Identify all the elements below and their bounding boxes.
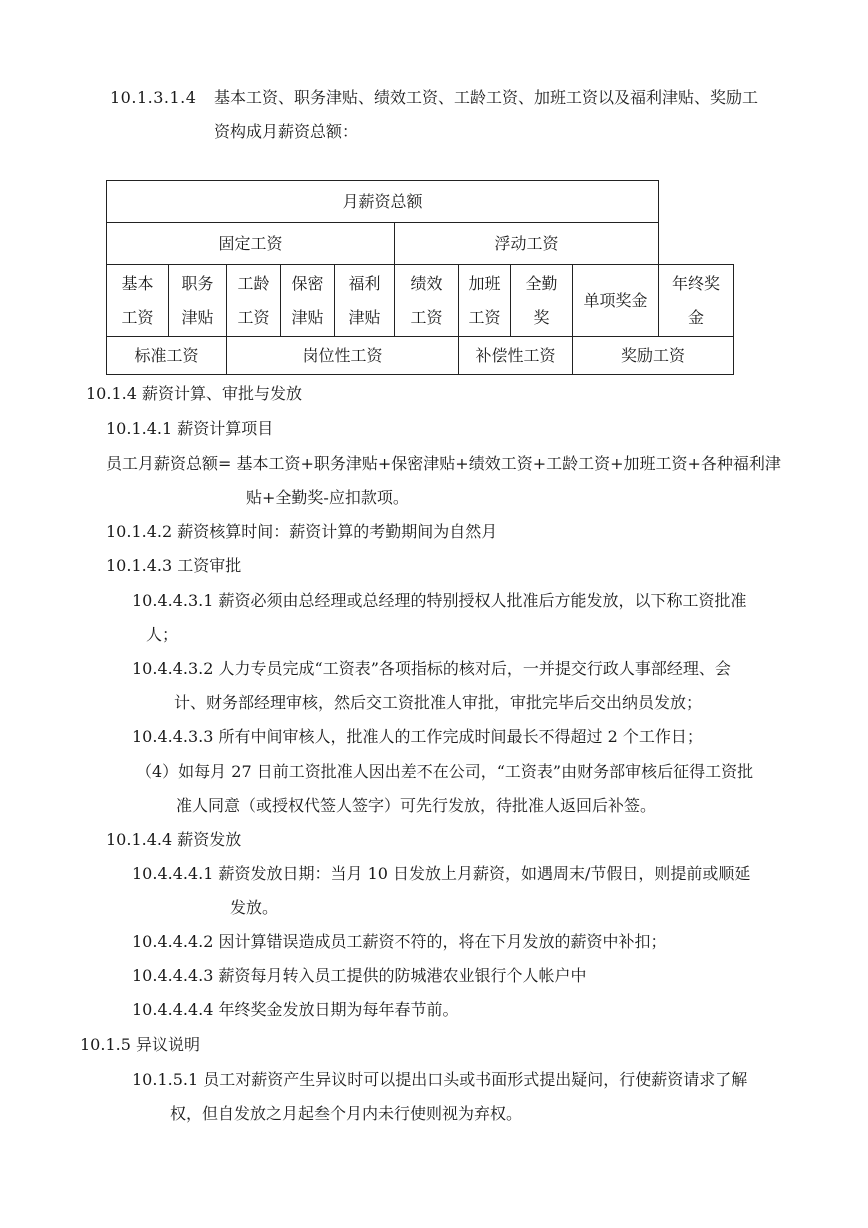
item-cell: 单项奖金 <box>573 265 659 337</box>
item-10-4-4-3-1-cont: 人； <box>146 625 179 644</box>
heading-10-1-4: 10.1.4 薪资计算、审批与发放 <box>86 384 302 403</box>
heading-10-1-4-1: 10.1.4.1 薪资计算项目 <box>106 419 274 438</box>
item-4-cont: 准人同意（或授权代签人签字）可先行发放，待批准人返回后补签。 <box>176 796 657 815</box>
item-10-4-4-4-2: 10.4.4.4.2 因计算错误造成员工薪资不符的，将在下月发放的薪资中补扣； <box>132 932 667 951</box>
item-4: （4）如每月 27 日前工资批准人因出差不在公司，“工资表”由财务部审核后征得工资批 <box>136 762 754 781</box>
heading-10-1-4-4: 10.1.4.4 薪资发放 <box>106 830 242 849</box>
item-10-4-4-3-2-cont: 计、财务部经理审核，然后交工资批准人审批，审批完毕后交出纳员发放； <box>174 693 703 712</box>
fixed-salary-header: 固定工资 <box>107 223 395 265</box>
floating-salary-header: 浮动工资 <box>395 223 659 265</box>
item-10-4-4-4-1-cont: 发放。 <box>230 898 279 917</box>
item-cell: 福利 津贴 <box>335 265 395 337</box>
item-cell: 全勤 奖 <box>511 265 573 337</box>
item-cell: 加班 工资 <box>459 265 511 337</box>
category-cell: 岗位性工资 <box>227 337 459 375</box>
table-title-cell: 月薪资总额 <box>107 181 659 223</box>
item-cell: 绩效 工资 <box>395 265 459 337</box>
item-cell: 职务 津贴 <box>169 265 227 337</box>
section-number: 10.1.3.1.4 <box>110 88 197 107</box>
heading-10-1-4-3: 10.1.4.3 工资审批 <box>106 556 242 575</box>
salary-structure-table <box>106 180 734 375</box>
item-10-4-4-4-1: 10.4.4.4.1 薪资发放日期：当月 10 日发放上月薪资，如遇周末/节假日，则提前或顺延 <box>132 864 751 883</box>
item-10-1-5-1-cont: 权，但自发放之月起叁个月内未行使则视为弃权。 <box>170 1104 523 1123</box>
category-cell: 奖励工资 <box>573 337 734 375</box>
item-cell: 工龄 工资 <box>227 265 281 337</box>
intro-line-1: 基本工资、职务津贴、绩效工资、工龄工资、加班工资以及福利津贴、奖励工 <box>214 88 759 107</box>
item-cell: 保密 津贴 <box>281 265 335 337</box>
item-10-4-4-4-4: 10.4.4.4.4 年终奖金发放日期为每年春节前。 <box>132 1000 459 1019</box>
item-10-4-4-3-2: 10.4.4.3.2 人力专员完成“工资表”各项指标的核对后，一并提交行政人事部经理、会 <box>132 659 731 678</box>
intro-line-2: 资构成月薪资总额： <box>214 122 359 141</box>
formula-line-1: 员工月薪资总额= 基本工资+职务津贴+保密津贴+绩效工资+工龄工资+加班工资+各种福利津 <box>106 454 781 473</box>
item-cell: 基本 工资 <box>107 265 169 337</box>
category-cell: 补偿性工资 <box>459 337 573 375</box>
heading-10-1-4-2: 10.1.4.2 薪资核算时间：薪资计算的考勤期间为自然月 <box>106 522 498 541</box>
item-10-1-5-1: 10.1.5.1 员工对薪资产生异议时可以提出口头或书面形式提出疑问，行使薪资请求了解 <box>132 1070 748 1089</box>
item-10-4-4-3-3: 10.4.4.3.3 所有中间审核人，批准人的工作完成时间最长不得超过 2 个工作日； <box>132 727 703 746</box>
category-cell: 标准工资 <box>107 337 227 375</box>
heading-10-1-5: 10.1.5 异议说明 <box>80 1035 200 1054</box>
item-10-4-4-3-1: 10.4.4.3.1 薪资必须由总经理或总经理的特别授权人批准后方能发放，以下称工资批准 <box>132 591 747 610</box>
item-cell: 年终奖 金 <box>659 265 734 337</box>
item-10-4-4-4-3: 10.4.4.4.3 薪资每月转入员工提供的防城港农业银行个人帐户中 <box>132 966 587 985</box>
formula-line-2: 贴+全勤奖-应扣款项。 <box>246 488 409 507</box>
